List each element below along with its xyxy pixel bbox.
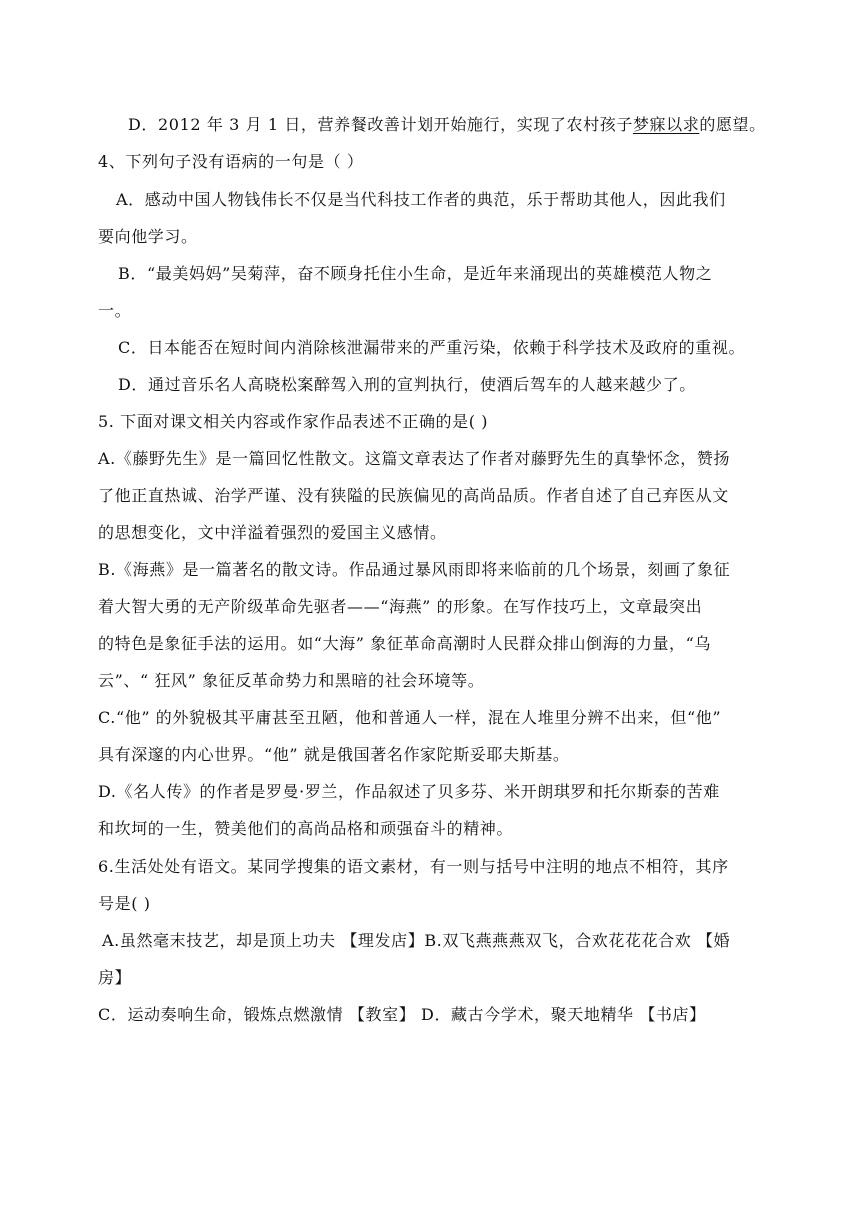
q4-option-a-line1: A．感动中国人物钱伟长不仅是当代科技工作者的典范，乐于帮助其他人，因此我们 bbox=[116, 190, 726, 209]
q6-options-ab-line2: 房】 bbox=[98, 968, 132, 987]
q5-stem: 5. 下面对课文相关内容或作家作品表述不正确的是( ) bbox=[98, 412, 489, 431]
q4-option-c: C．日本能否在短时间内消除核泄漏带来的严重污染，依赖于科学技术及政府的重视。 bbox=[118, 338, 746, 357]
q6-stem-line1: 6.生活处处有语文。某同学搜集的语文素材，有一则与括号中注明的地点不相符，其序 bbox=[98, 857, 729, 876]
q5-option-a-line3: 的思想变化，文中洋溢着强烈的爱国主义感情。 bbox=[98, 523, 447, 542]
q5-option-b-line3: 的特色是象征手法的运用。如“大海” 象征革命高潮时人民群众排山倒海的力量，“乌 bbox=[98, 634, 712, 653]
q4-option-d: D．通过音乐名人高晓松案醉驾入刑的宣判执行，使酒后驾车的人越来越少了。 bbox=[118, 375, 696, 394]
q3-option-d bbox=[128, 114, 766, 136]
q3-d-suffix: 的愿望。 bbox=[699, 115, 766, 134]
q5-option-b-line1: B.《海燕》是一篇著名的散文诗。作品通过暴风雨即将来临前的几个场景，刻画了象征 bbox=[98, 560, 731, 579]
q6-options-ab-line1: A.虽然毫末技艺，却是顶上功夫 【理发店】B.双飞燕燕燕双飞，合欢花花花合欢 【婚 bbox=[102, 931, 731, 950]
q5-option-a-line2: 了他正直热诚、治学严谨、没有狭隘的民族偏见的高尚品质。作者自述了自己弃医从文 bbox=[98, 486, 729, 505]
q6-stem-line2: 号是( ) bbox=[98, 894, 151, 913]
q5-option-c-line2: 具有深邃的内心世界。“他” 就是俄国著名作家陀斯妥耶夫斯基。 bbox=[98, 745, 570, 764]
q4-option-b-line1: B．“最美妈妈”吴菊萍，奋不顾身托住小生命，是近年来涌现出的英雄模范人物之 bbox=[118, 264, 713, 283]
q6-options-cd: C．运动奏响生命，锻炼点燃激情 【教室】 D．藏古今学术，聚天地精华 【书店】 bbox=[98, 1005, 706, 1024]
q5-option-b-line2: 着大智大勇的无产阶级革命先驱者——“海燕” 的形象。在写作技巧上，文章最突出 bbox=[98, 597, 703, 616]
q5-option-b-line4: 云”、“ 狂风” 象征反革命势力和黑暗的社会环境等。 bbox=[98, 671, 485, 690]
q4-option-a-line2: 要向他学习。 bbox=[98, 227, 198, 246]
q3-d-underlined-idiom: 梦寐以求 bbox=[632, 115, 700, 134]
q4-stem: 4、下列句子没有语病的一句是（ ） bbox=[98, 152, 364, 171]
q5-option-d-line1: D.《名人传》的作者是罗曼·罗兰，作品叙述了贝多芬、米开朗琪罗和托尔斯泰的苦难 bbox=[98, 782, 720, 801]
q4-option-b-line2: 一。 bbox=[98, 301, 132, 320]
q5-option-d-line2: 和坎坷的一生，赞美他们的高尚品格和顽强奋斗的精神。 bbox=[98, 819, 514, 838]
q3-d-prefix: D．2012 年 3 月 1 日，营养餐改善计划开始施行，实现了农村孩子 bbox=[128, 115, 633, 134]
q5-option-c-line1: C.“他” 的外貌极其平庸甚至丑陋，他和普通人一样，混在人堆里分辨不出来，但“他” bbox=[98, 708, 722, 727]
q5-option-a-line1: A.《藤野先生》是一篇回忆性散文。这篇文章表达了作者对藤野先生的真挚怀念，赞扬 bbox=[98, 449, 731, 468]
